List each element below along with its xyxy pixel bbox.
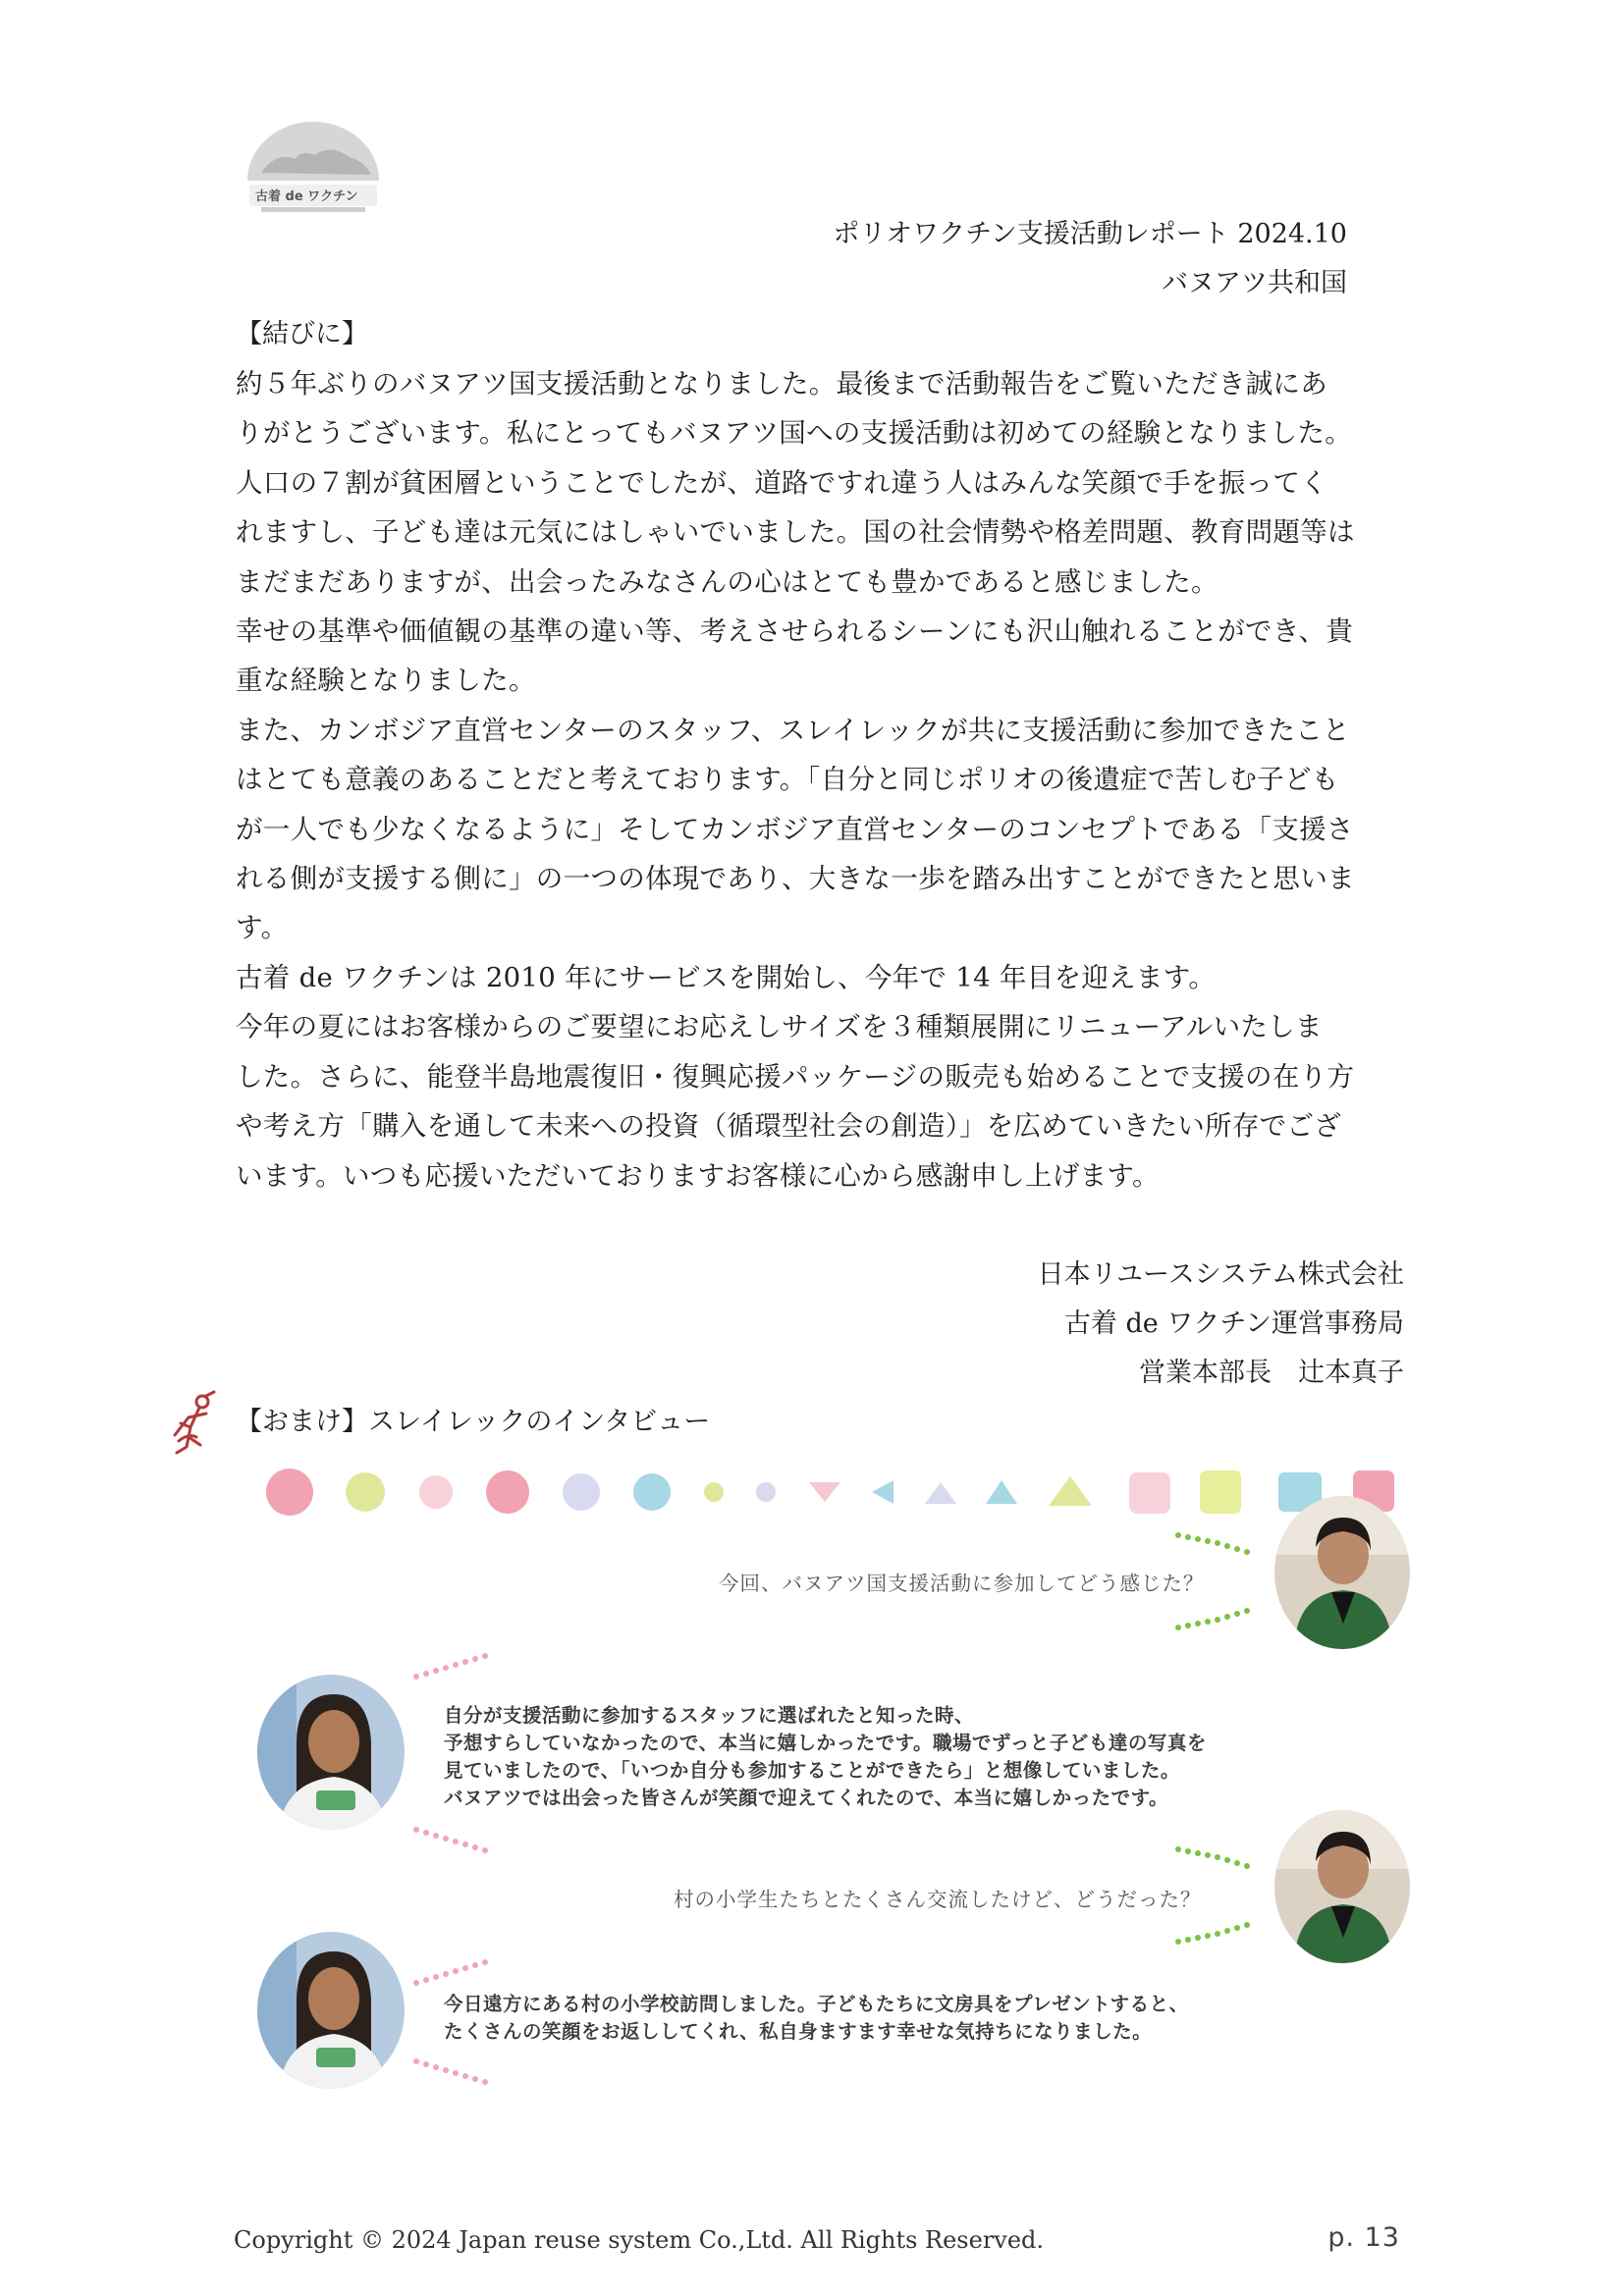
answer-line: たくさんの笑顔をお返ししてくれ、私自身ますます幸せな気持ちになりました。 — [444, 2020, 1153, 2043]
answer-line: バヌアツでは出会った皆さんが笑顔で迎えてくれたので、本当に嬉しかったです。 — [444, 1787, 1169, 1809]
signature-office: 古着 de ワクチン運営事務局 — [1063, 1308, 1404, 1339]
section-heading: 【結びに】 — [236, 319, 368, 349]
body-line: 今年の夏にはお客様からのご要望にお応えしサイズを３種類展開にリニューアルいたしま — [236, 1011, 1323, 1043]
answer-line: 見ていましたので、「いつか自分も参加することができたら」と想像していました。 — [444, 1759, 1180, 1782]
sreyleak-photo — [257, 1932, 405, 2089]
company-logo — [242, 122, 385, 216]
body-line: す。 — [236, 912, 289, 944]
decorative-shapes-row — [257, 1463, 1406, 1522]
dotted-accent-line — [412, 1651, 501, 1681]
report-title: ポリオワクチン支援活動レポート 2024.10 — [833, 219, 1347, 249]
dotted-accent-line — [1174, 1531, 1263, 1561]
interviewer-photo — [1274, 1810, 1410, 1963]
interview-question-2: 村の小学生たちとたくさん交流したけど、どうだった？ — [674, 1888, 1202, 1911]
svg-text:古着 de ワクチン: 古着 de ワクチン — [255, 189, 358, 204]
body-line: 重な経験となりました。 — [236, 665, 536, 697]
body-line: れますし、子ども達は元気にはしゃいでいました。国の社会情勢や格差問題、教育問題等は — [236, 516, 1355, 549]
dotted-accent-line — [1174, 1845, 1263, 1875]
closing-message — [236, 359, 1410, 1201]
dotted-accent-line — [1174, 1602, 1263, 1631]
body-line: れる側が支援する側に」の一つの体現であり、大きな一歩を踏み出すことができたと思いま — [236, 863, 1355, 895]
body-line: や考え方「購入を通して未来への投資（循環型社会の創造）」を広めていきたい所存でござ — [236, 1110, 1342, 1143]
body-line: 約５年ぶりのバヌアツ国支援活動となりました。最後まで活動報告をご覧いただき誠にあ — [236, 368, 1327, 400]
answer-line: 予想すらしていなかったので、本当に嬉しかったです。職場でずっと子ども達の写真を — [444, 1732, 1207, 1754]
dotted-accent-line — [412, 2057, 501, 2087]
body-line: した。さらに、能登半島地震復旧・復興応援パッケージの販売も始めることで支援の在り方 — [236, 1060, 1355, 1093]
dotted-accent-line — [412, 1826, 501, 1855]
body-line: はとても意義のあることだと考えております。「自分と同じポリオの後遺症で苦しむ子ども — [236, 764, 1339, 796]
body-line: が一人でも少なくなるように」そしてカンボジア直営センターのコンセプトである「支援さ — [236, 813, 1354, 845]
footer-copyright: Copyright © 2024 Japan reuse system Co.,Ltd. All Rights Reserved. — [234, 2226, 1045, 2254]
answer-line: 今日遠方にある村の小学校訪問しました。子どもたちに文房具をプレゼントすると、 — [444, 1993, 1189, 2015]
sreyleak-photo — [257, 1675, 405, 1830]
dotted-accent-line — [1174, 1916, 1263, 1946]
bonus-heading: 【おまけ】スレイレックのインタビュー — [236, 1407, 711, 1437]
body-line: りがとうございます。私にとってもバヌアツ国への支援活動は初めての経験となりました。 — [236, 417, 1353, 450]
signature-company: 日本リユースシステム株式会社 — [1037, 1259, 1404, 1290]
person-doodle-icon — [167, 1388, 224, 1459]
body-line: また、カンボジア直営センターのスタッフ、スレイレックが共に支援活動に参加できたこと — [236, 714, 1350, 746]
body-line: 古着 de ワクチンは 2010 年にサービスを開始し、今年で 14 年目を迎えます。 — [236, 961, 1217, 993]
country-name: バヌアツ共和国 — [1162, 268, 1347, 298]
signature-person: 営業本部長 辻本真子 — [1139, 1358, 1404, 1388]
interview-answer-2 — [444, 1991, 1189, 2046]
interviewer-photo — [1274, 1496, 1410, 1649]
body-line: います。いつも応援いただいておりますお客様に心から感謝申し上げます。 — [236, 1159, 1160, 1192]
body-line: 幸せの基準や価値観の基準の違い等、考えさせられるシーンにも沢山触れることができ、貴 — [236, 615, 1354, 648]
answer-line: 自分が支援活動に参加するスタッフに選ばれたと知った時、 — [444, 1704, 975, 1727]
page-number: p. 13 — [1327, 2222, 1400, 2253]
interview-answer-1 — [444, 1702, 1207, 1812]
body-line: まだまだありますが、出会ったみなさんの心はとても豊かであると感じました。 — [236, 565, 1218, 598]
interview-question-1: 今回、バヌアツ国支援活動に参加してどう感じた？ — [719, 1572, 1205, 1595]
body-line: 人口の７割が貧困層ということでしたが、道路ですれ違う人はみんな笑顔で手を振ってく — [236, 466, 1327, 499]
dotted-accent-line — [412, 1957, 501, 1987]
